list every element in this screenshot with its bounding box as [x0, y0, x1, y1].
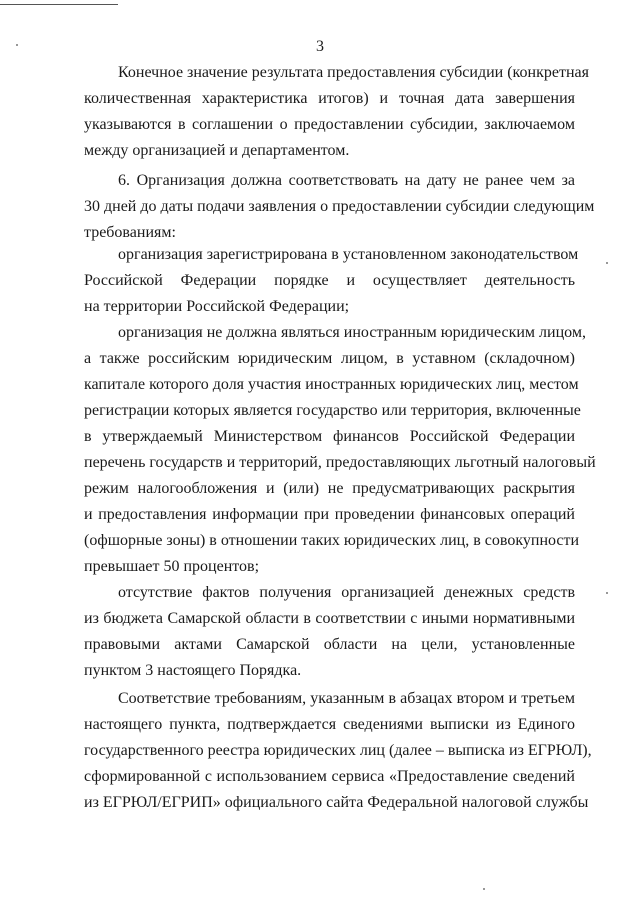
text-line: пунктом 3 настоящего Порядка. — [84, 662, 302, 679]
text-line: режим налогообложения и (или) не предусматривающих раскрытия — [84, 480, 575, 497]
scan-speck — [606, 262, 608, 264]
text-line: из ЕГРЮЛ/ЕГРИП» официального сайта Федеральной налоговой службы — [84, 794, 589, 811]
text-line: государственного реестра юридических лиц (далее – выписка из ЕГРЮЛ), — [84, 742, 592, 759]
text-line: организация не должна являться иностранным юридическим лицом, — [118, 324, 586, 341]
text-line: сформированной с использованием сервиса «Предоставление сведений — [84, 768, 575, 785]
text-line: Соответствие требованиям, указанным в абзацах втором и третьем — [118, 690, 575, 707]
text-line: из бюджета Самарской области в соответствии с иными нормативными — [84, 610, 575, 627]
text-line: требованиям: — [84, 224, 176, 241]
text-line: на территории Российской Федерации; — [84, 298, 350, 315]
text-line: капитале которого доля участия иностранных юридических лиц, местом — [84, 376, 579, 393]
scan-speck — [606, 592, 608, 594]
scan-speck — [483, 888, 485, 890]
text-line: организация зарегистрирована в установленном законодательством — [118, 246, 579, 263]
page-number: 3 — [316, 38, 324, 55]
top-border-line — [0, 4, 118, 5]
text-line: 30 дней до даты подачи заявления о предоставлении субсидии следующим — [84, 198, 595, 215]
text-line: между организацией и департаментом. — [84, 142, 350, 159]
text-line: а также российским юридическим лицом, в уставном (складочном) — [84, 350, 575, 367]
text-line: регистрации которых является государство или территория, включенные — [84, 402, 581, 419]
text-line: и предоставления информации при проведении финансовых операций — [84, 506, 575, 523]
text-line: Конечное значение результата предоставления субсидии (конкретная — [118, 64, 589, 81]
text-line: правовыми актами Самарской области на цели, установленные — [84, 636, 575, 653]
text-line: превышает 50 процентов; — [84, 558, 260, 575]
text-line: перечень государств и территорий, предоставляющих льготный налоговый — [84, 454, 596, 471]
text-line: 6. Организация должна соответствовать на дату не ранее чем за — [118, 172, 575, 189]
text-line: количественная характеристика итогов) и точная дата завершения — [84, 90, 575, 107]
text-line: в утверждаемый Министерством финансов Российской Федерации — [84, 428, 575, 445]
text-line: отсутствие фактов получения организацией денежных средств — [118, 584, 575, 601]
text-line: (офшорные зоны) в отношении таких юридических лиц, в совокупности — [84, 532, 580, 549]
text-line: указываются в соглашении о предоставлении субсидии, заключаемом — [84, 116, 575, 133]
text-line: Российской Федерации порядке и осуществляет деятельность — [84, 272, 575, 289]
text-line: настоящего пункта, подтверждается сведениями выписки из Единого — [84, 716, 575, 733]
